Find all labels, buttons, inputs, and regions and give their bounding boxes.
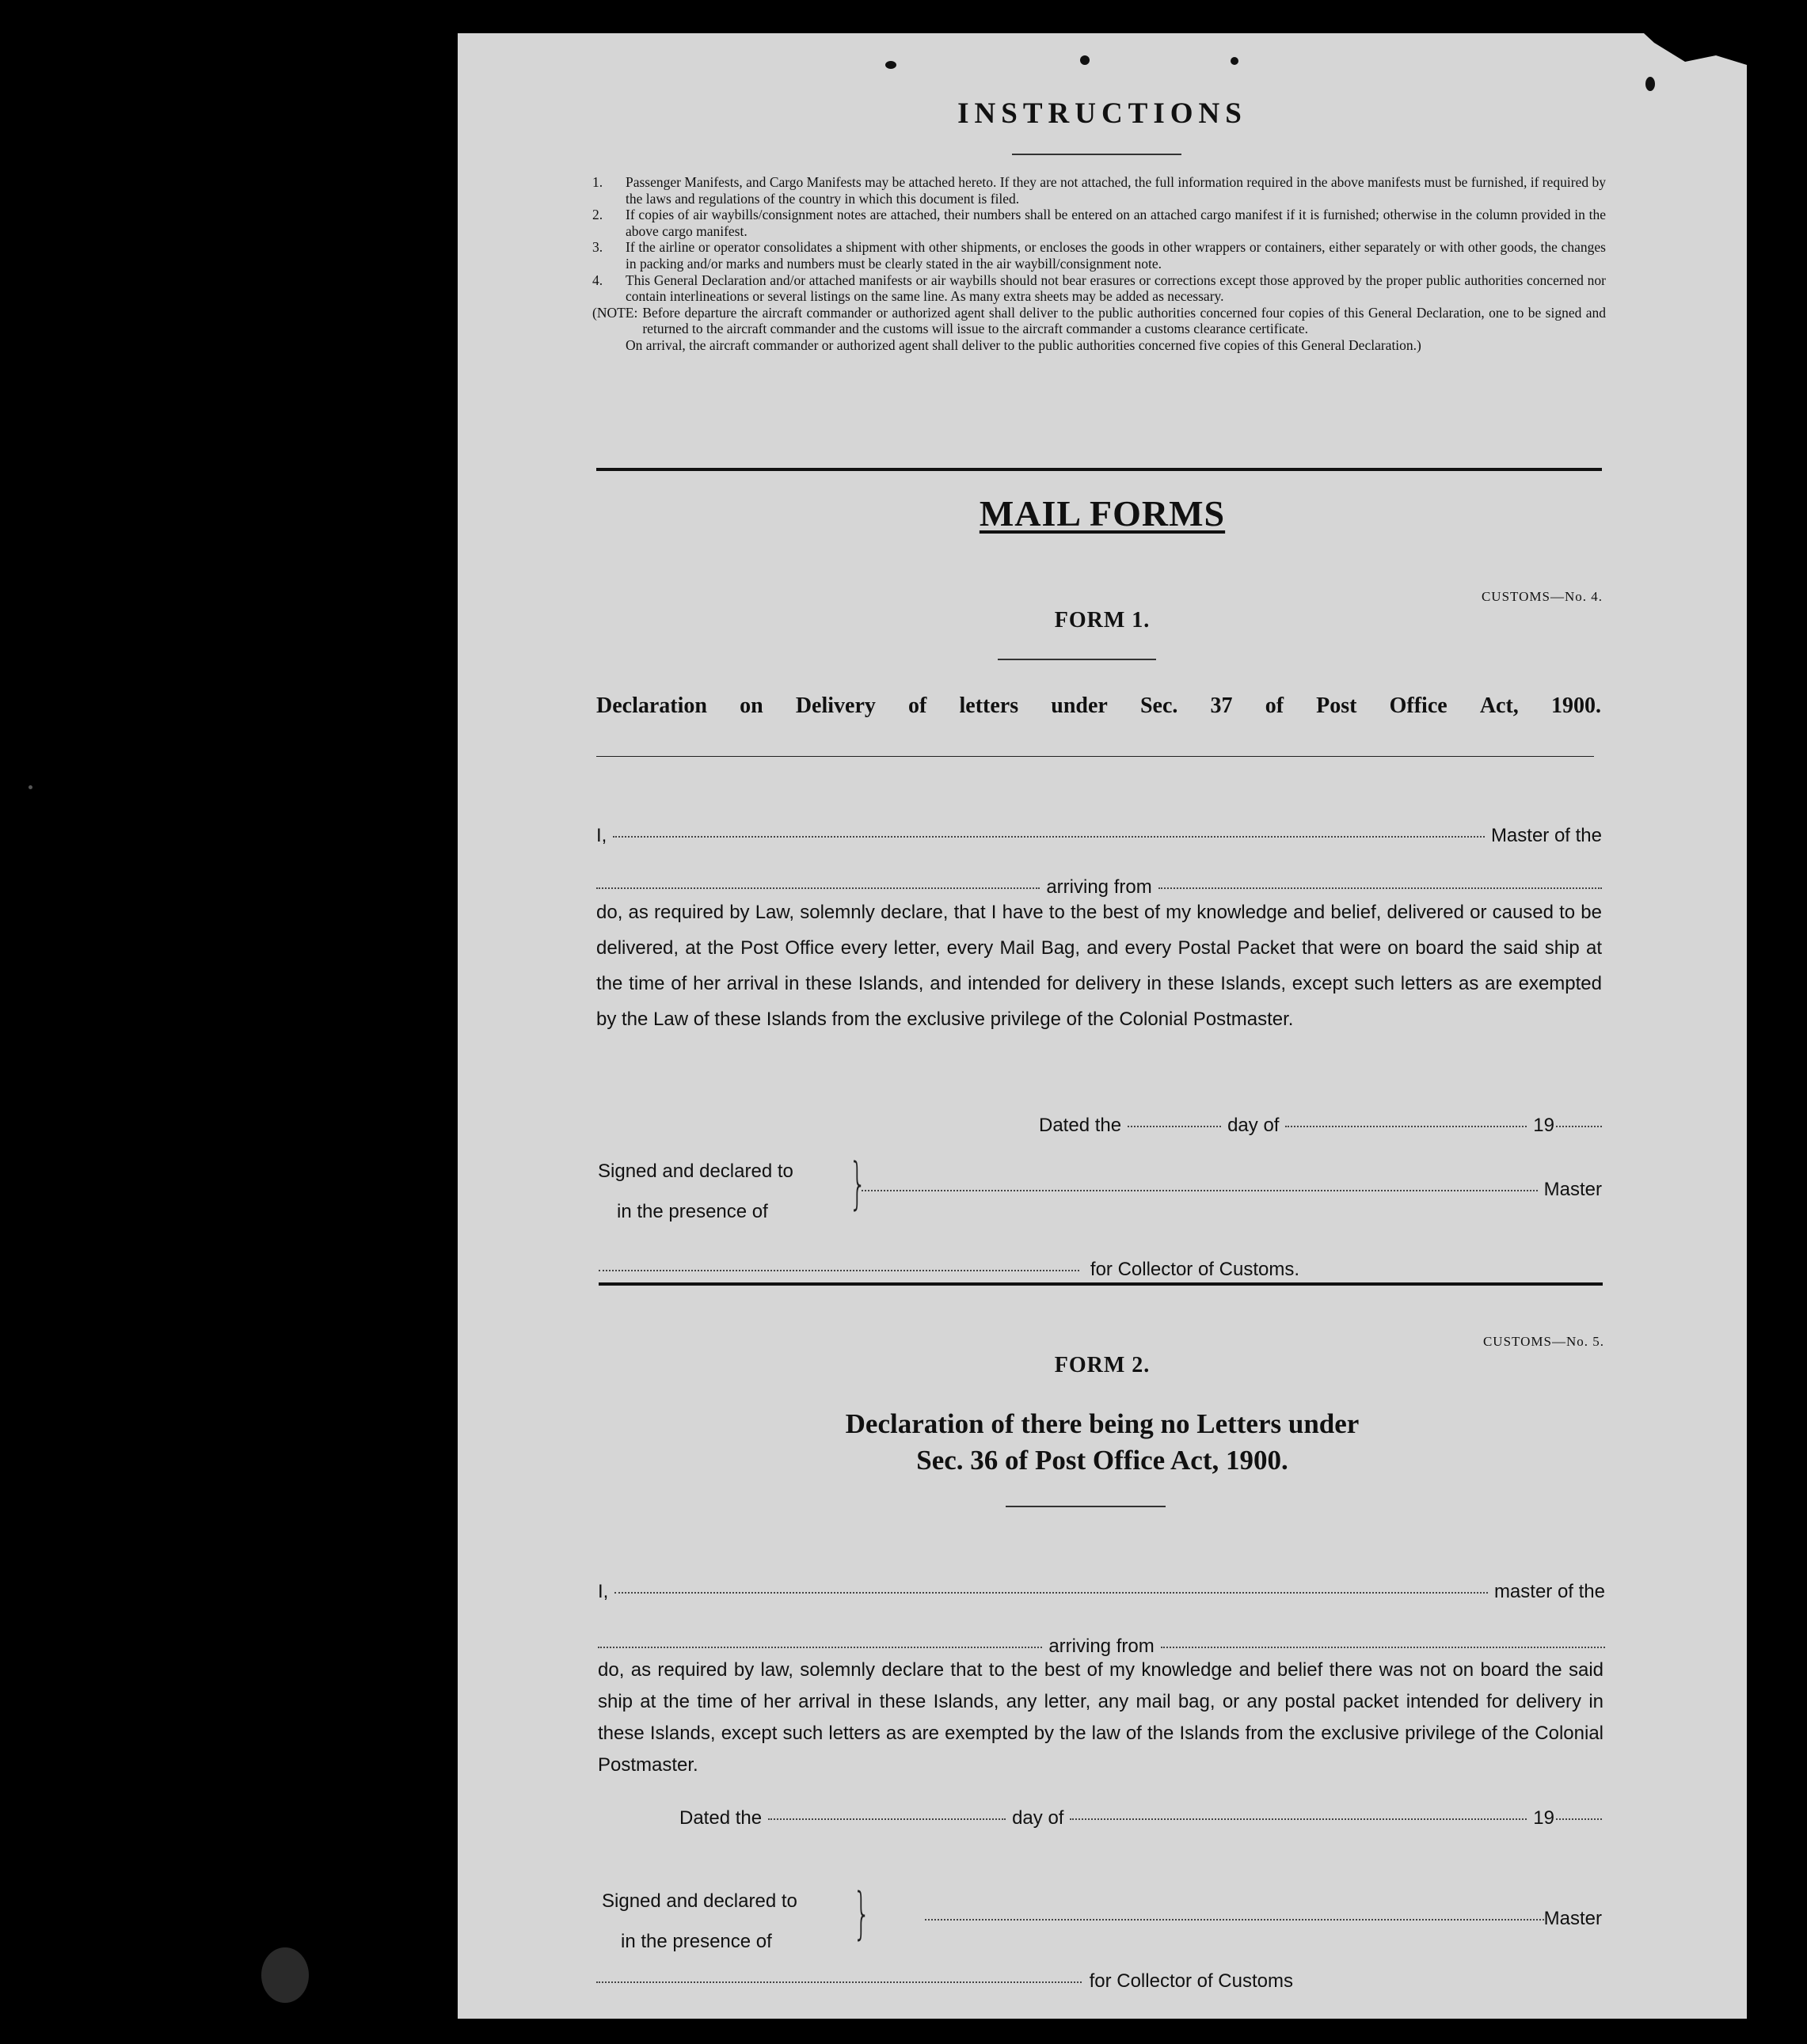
instruction-number: 4. <box>592 272 603 288</box>
collector-label: for Collector of Customs <box>1089 1970 1293 1992</box>
instruction-number: 1. <box>592 174 603 190</box>
form1-declaration-text: do, as required by Law, solemnly declare, that I have to the best of my knowledge and belief, delivered or caused to be delivered, at the Post Office every letter, every Mail Bag, and every Postal Packet that were on board the said ship at the time of her arrival in these Islands, and intended for delivery in these Islands, except such letters as are exempted by the Law of these Islands from the exclusive privilege of the Colonial Postmaster. <box>596 902 1602 1030</box>
form-title: FORM 2. <box>1054 1353 1151 1377</box>
ink-spot <box>1080 55 1090 65</box>
arriving-from-label: arriving from <box>1046 876 1152 898</box>
form2-collector-line <box>596 1970 1293 1993</box>
form1-collector-line <box>599 1259 1299 1281</box>
instruction-number: 3. <box>592 239 603 256</box>
form-title-rule <box>1006 1506 1166 1507</box>
year-field[interactable] <box>1556 1818 1602 1820</box>
form-title: FORM 1. <box>1054 608 1151 633</box>
i-label: I, <box>596 825 607 846</box>
heading-word: Post <box>1316 693 1357 718</box>
signed-line2: in the presence of <box>621 1931 772 1952</box>
name-field[interactable] <box>614 1591 1488 1594</box>
mail-forms-title: MAIL FORMS <box>979 493 1226 534</box>
scan-artifact <box>29 785 32 789</box>
instruction-item <box>592 174 1606 207</box>
customs-number: CUSTOMS—No. 5. <box>1482 1334 1604 1349</box>
instruction-text: Passenger Manifests, and Cargo Manifests may be attached hereto. If they are not attached, the full information required in the above manifests must be furnished, if required by the laws and regulations of the country in which this document is filed. <box>626 174 1606 207</box>
form2-declaration-text: do, as required by law, solemnly declare that to the best of my knowledge and belief there was not on board the said ship at the time of her arrival in these Islands, any letter, any mail bag, or any postal packet intended for delivery in these Islands, except such letters as are exempted by the law of the Islands from the exclusive privilege of the Colonial Postmaster. <box>598 1659 1603 1776</box>
signed-line2: in the presence of <box>617 1201 768 1222</box>
year-prefix: 19 <box>1533 1807 1554 1829</box>
master-of-the-label: Master of the <box>1490 825 1602 846</box>
form2-heading-line2: Sec. 36 of Post Office Act, 1900. <box>916 1445 1288 1476</box>
arriving-from-label: arriving from <box>1048 1636 1155 1657</box>
master-of-the-label: master of the <box>1493 1581 1605 1602</box>
note-prefix: (NOTE: <box>592 304 638 321</box>
customs-number: CUSTOMS—No. 4. <box>1481 589 1603 604</box>
form2-heading <box>458 1406 1747 1479</box>
day-of-label: day of <box>1227 1115 1280 1136</box>
brace-symbol: } <box>849 1151 867 1216</box>
ship-name-field[interactable] <box>598 1646 1042 1648</box>
arriving-from-field[interactable] <box>1158 887 1602 889</box>
ink-spot <box>1645 77 1655 91</box>
section-divider <box>596 468 1602 471</box>
instruction-item <box>592 272 1606 305</box>
month-field[interactable] <box>1285 1125 1527 1127</box>
heading-word: on <box>740 693 763 718</box>
form-title-rule <box>998 659 1156 660</box>
instruction-text: If the airline or operator consolidates a shipment with other shipments, or encloses the goods in other wrappers or containers, either separately or with other goods, the changes in packing and/or marks and numbers must be clearly stated in the air waybill/consignment note. <box>626 239 1606 272</box>
dated-the-label: Dated the <box>1039 1115 1122 1136</box>
collector-signature-field[interactable] <box>599 1269 1079 1271</box>
heading-word: of <box>908 693 927 718</box>
ink-spot <box>1231 57 1238 65</box>
section-divider <box>599 1282 1603 1286</box>
heading-word: of <box>1265 693 1284 718</box>
heading-word: 1900. <box>1550 693 1601 718</box>
scan-artifact <box>261 1947 309 2003</box>
instructions-title: INSTRUCTIONS <box>957 97 1247 130</box>
instruction-text: This General Declaration and/or attached manifests or air waybills should not bear erasures or corrections except those approved by the proper public authorities concerned nor contain interlineations or several listings on the same line. As many extra sheets may be added as necessary. <box>626 272 1606 305</box>
instructions-list <box>592 174 1606 354</box>
form2-master-line <box>925 1908 1602 1930</box>
form1-signed-label <box>598 1151 793 1232</box>
form1-heading <box>596 693 1601 719</box>
instruction-item <box>592 207 1606 239</box>
document-page <box>458 33 1747 2019</box>
form1-date-line <box>1039 1115 1602 1137</box>
heading-word: Sec. <box>1139 693 1178 718</box>
heading-word: Declaration <box>596 693 707 718</box>
ink-spot <box>885 61 896 69</box>
note-paragraph <box>592 305 1606 337</box>
master-signature-field[interactable] <box>925 1918 1544 1921</box>
month-field[interactable] <box>1070 1818 1527 1820</box>
year-field[interactable] <box>1556 1125 1602 1127</box>
form2-heading-line1: Declaration of there being no Letters under <box>845 1408 1360 1439</box>
form1-master-line <box>862 1179 1602 1201</box>
name-field[interactable] <box>613 835 1485 838</box>
form2-date-line <box>679 1807 1602 1829</box>
heading-rule <box>596 756 1594 757</box>
collector-signature-field[interactable] <box>596 1981 1082 1983</box>
note-paragraph: On arrival, the aircraft commander or authorized agent shall deliver to the public authorities concerned five copies of this General Declaration.) <box>626 336 1421 353</box>
form1-name-line <box>596 825 1602 847</box>
brace-symbol: } <box>853 1881 871 1946</box>
master-label: Master <box>1543 1179 1602 1200</box>
signed-line1: Signed and declared to <box>598 1161 793 1182</box>
instruction-number: 2. <box>592 207 603 223</box>
heading-word: Delivery <box>795 693 876 718</box>
instructions-underline <box>1012 154 1181 155</box>
day-field[interactable] <box>1128 1125 1221 1127</box>
day-field[interactable] <box>768 1818 1006 1820</box>
year-prefix: 19 <box>1533 1115 1554 1136</box>
ship-name-field[interactable] <box>596 887 1040 889</box>
heading-word: 37 <box>1210 693 1233 718</box>
form2-signed-label <box>602 1881 797 1962</box>
note-text: Before departure the aircraft commander or authorized agent shall deliver to the public authorities concerned four copies of this General Declaration, one to be signed and returned to the aircraft commander and the customs will issue to the aircraft commander a customs clearance certificate. <box>642 304 1606 337</box>
heading-word: Office <box>1389 693 1448 718</box>
arriving-from-field[interactable] <box>1161 1646 1605 1648</box>
heading-word: letters <box>959 693 1019 718</box>
day-of-label: day of <box>1012 1807 1064 1829</box>
instruction-item <box>592 239 1606 272</box>
collector-label: for Collector of Customs. <box>1090 1259 1299 1280</box>
dated-the-label: Dated the <box>679 1807 763 1829</box>
master-signature-field[interactable] <box>862 1189 1538 1191</box>
i-label: I, <box>598 1581 609 1602</box>
page-tear-mark <box>1644 33 1747 65</box>
form2-name-line <box>598 1581 1605 1603</box>
instruction-text: If copies of air waybills/consignment notes are attached, their numbers shall be entered on an attached cargo manifest if it is furnished; otherwise in the column provided in the above cargo manifest. <box>626 207 1606 239</box>
signed-line1: Signed and declared to <box>602 1890 797 1912</box>
heading-word: Act, <box>1479 693 1519 718</box>
master-label: Master <box>1543 1908 1602 1929</box>
heading-word: under <box>1051 693 1108 718</box>
